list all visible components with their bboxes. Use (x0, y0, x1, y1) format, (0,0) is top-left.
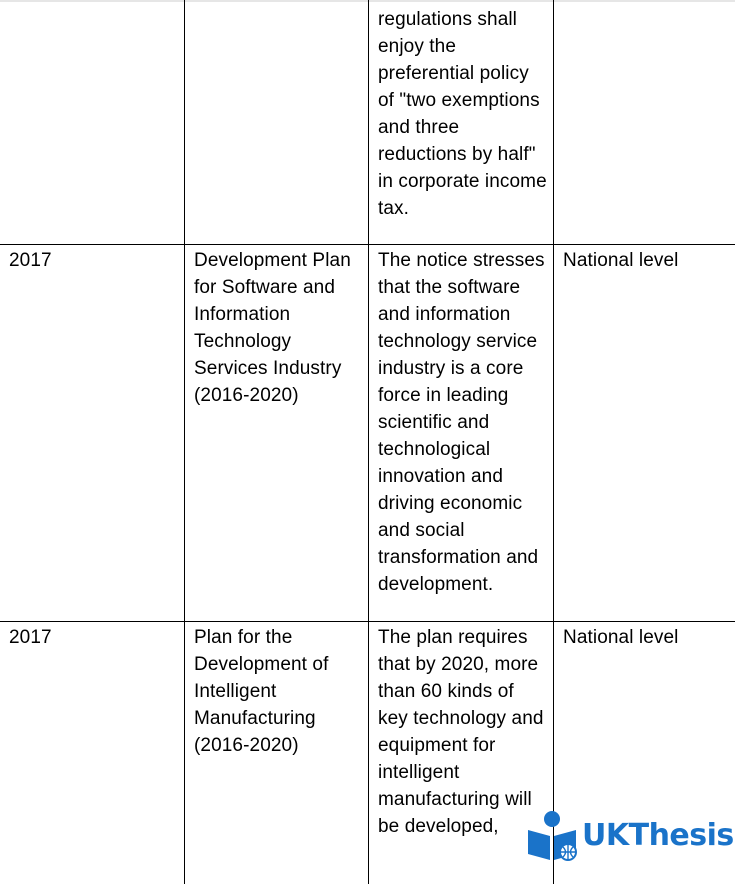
policy-content-cell: The plan requires that by 2020, more than 60 kinds of key technology and equipment for intelligent manufacturing will be developed, (369, 622, 554, 884)
reader-globe-icon (524, 808, 580, 862)
ukthesis-watermark (524, 808, 735, 862)
level-cell (554, 0, 735, 245)
year-cell: 2017 (0, 622, 185, 884)
watermark-text: UKThesis (582, 818, 734, 853)
table-row (0, 0, 735, 245)
policy-content-cell: The notice stresses that the software and information technology service industry is a core force in leading scientific and technological innovation and driving economic and social transformation and development. (369, 245, 554, 622)
year-cell (0, 0, 185, 245)
policy-name-cell: Plan for the Development of Intelligent Manufacturing (2016-2020) (185, 622, 369, 884)
level-cell: National level (554, 245, 735, 622)
level-cell: National level (554, 622, 735, 884)
policy-name-cell (185, 0, 369, 245)
policy-content-cell: regulations shall enjoy the preferential policy of "two exemptions and three reductions by half" in corporate income tax. (369, 0, 554, 245)
table-row (0, 245, 735, 622)
policy-name-cell: Development Plan for Software and Information Technology Services Industry (2016-2020) (185, 245, 369, 622)
year-cell: 2017 (0, 245, 185, 622)
